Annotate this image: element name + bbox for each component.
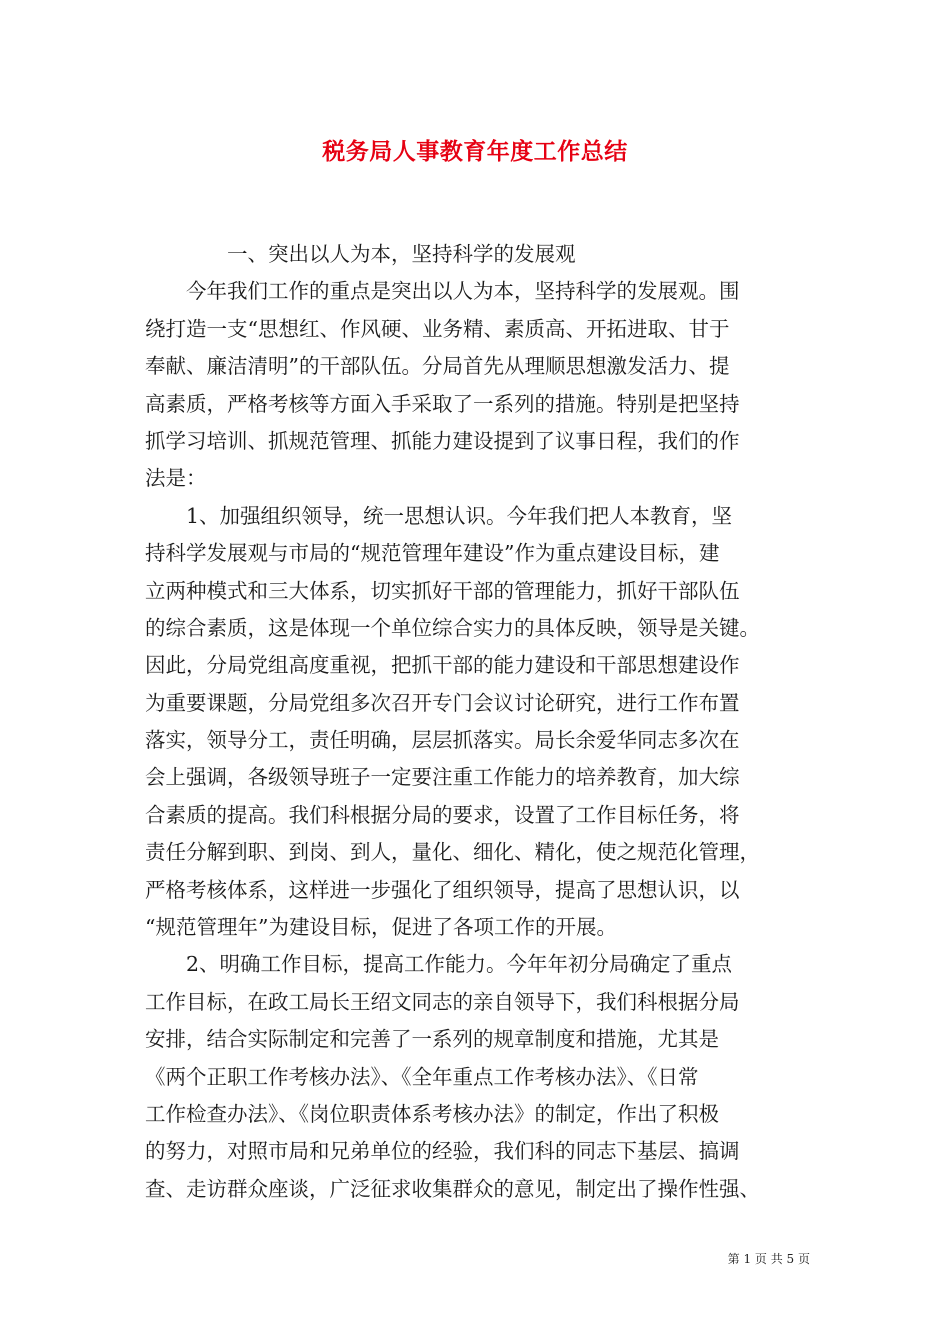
text-line: 立两种模式和三大体系，切实抓好干部的管理能力，抓好干部队伍 bbox=[145, 578, 740, 603]
text-line: 落实，领导分工，责任明确，层层抓落实。局长余爱华同志多次在 bbox=[145, 728, 740, 753]
text-line: 绕打造一支“思想红、作风硬、业务精、素质高、开拓进取、甘于 bbox=[145, 316, 730, 341]
text-line: 奉献、廉洁清明”的干部队伍。分局首先从理顺思想激发活力、提 bbox=[145, 354, 730, 379]
text-line: 为重要课题，分局党组多次召开专门会议讨论研究，进行工作布置 bbox=[145, 690, 740, 715]
text-line: 持科学发展观与市局的“规范管理年建设”作为重点建设目标，建 bbox=[145, 541, 720, 566]
text-line: 《两个正职工作考核办法》、《全年重点工作考核办法》、《日常 bbox=[145, 1064, 699, 1089]
text-line: 责任分解到职、到岗、到人，量化、细化、精化，使之规范化管理， bbox=[145, 840, 760, 865]
text-line: 高素质，严格考核等方面入手采取了一系列的措施。特别是把坚持 bbox=[145, 391, 740, 416]
text-line: 合素质的提高。我们科根据分局的要求，设置了工作目标任务，将 bbox=[145, 802, 740, 827]
document-body bbox=[145, 236, 817, 1208]
text-line: 查、走访群众座谈，广泛征求收集群众的意见，制定出了操作性强、 bbox=[145, 1176, 760, 1201]
text-line: 的努力，对照市局和兄弟单位的经验，我们科的同志下基层、搞调 bbox=[145, 1139, 740, 1164]
document-title: 税务局人事教育年度工作总结 bbox=[322, 139, 628, 165]
text-line: “规范管理年”为建设目标，促进了各项工作的开展。 bbox=[145, 915, 617, 940]
text-line: 抓学习培训、抓规范管理、抓能力建设提到了议事日程，我们的作 bbox=[145, 428, 740, 453]
text-line: 今年我们工作的重点是突出以人为本，坚持科学的发展观。围 bbox=[186, 279, 740, 304]
text-line: 工作目标，在政工局长王绍文同志的亲自领导下，我们科根据分局 bbox=[145, 989, 740, 1014]
text-line: 严格考核体系，这样进一步强化了组织领导，提高了思想认识，以 bbox=[145, 877, 740, 902]
text-line: 1、加强组织领导，统一思想认识。今年我们把人本教育，坚 bbox=[186, 503, 733, 528]
text-line: 的综合素质，这是体现一个单位综合实力的具体反映，领导是关键。 bbox=[145, 615, 760, 640]
text-line: 法是： bbox=[145, 466, 207, 491]
text-line: 2、明确工作目标，提高工作能力。今年年初分局确定了重点 bbox=[186, 952, 733, 977]
section-heading: 一、突出以人为本，坚持科学的发展观 bbox=[227, 242, 576, 266]
page-number: 第 1 页 共 5 页 bbox=[727, 1252, 810, 1266]
text-line: 因此，分局党组高度重视，把抓干部的能力建设和干部思想建设作 bbox=[145, 653, 740, 678]
text-line: 工作检查办法》、《岗位职责体系考核办法》的制定，作出了积极 bbox=[145, 1101, 719, 1126]
text-line: 安排，结合实际制定和完善了一系列的规章制度和措施，尤其是 bbox=[145, 1027, 719, 1052]
text-line: 会上强调，各级领导班子一定要注重工作能力的培养教育，加大综 bbox=[145, 765, 740, 790]
